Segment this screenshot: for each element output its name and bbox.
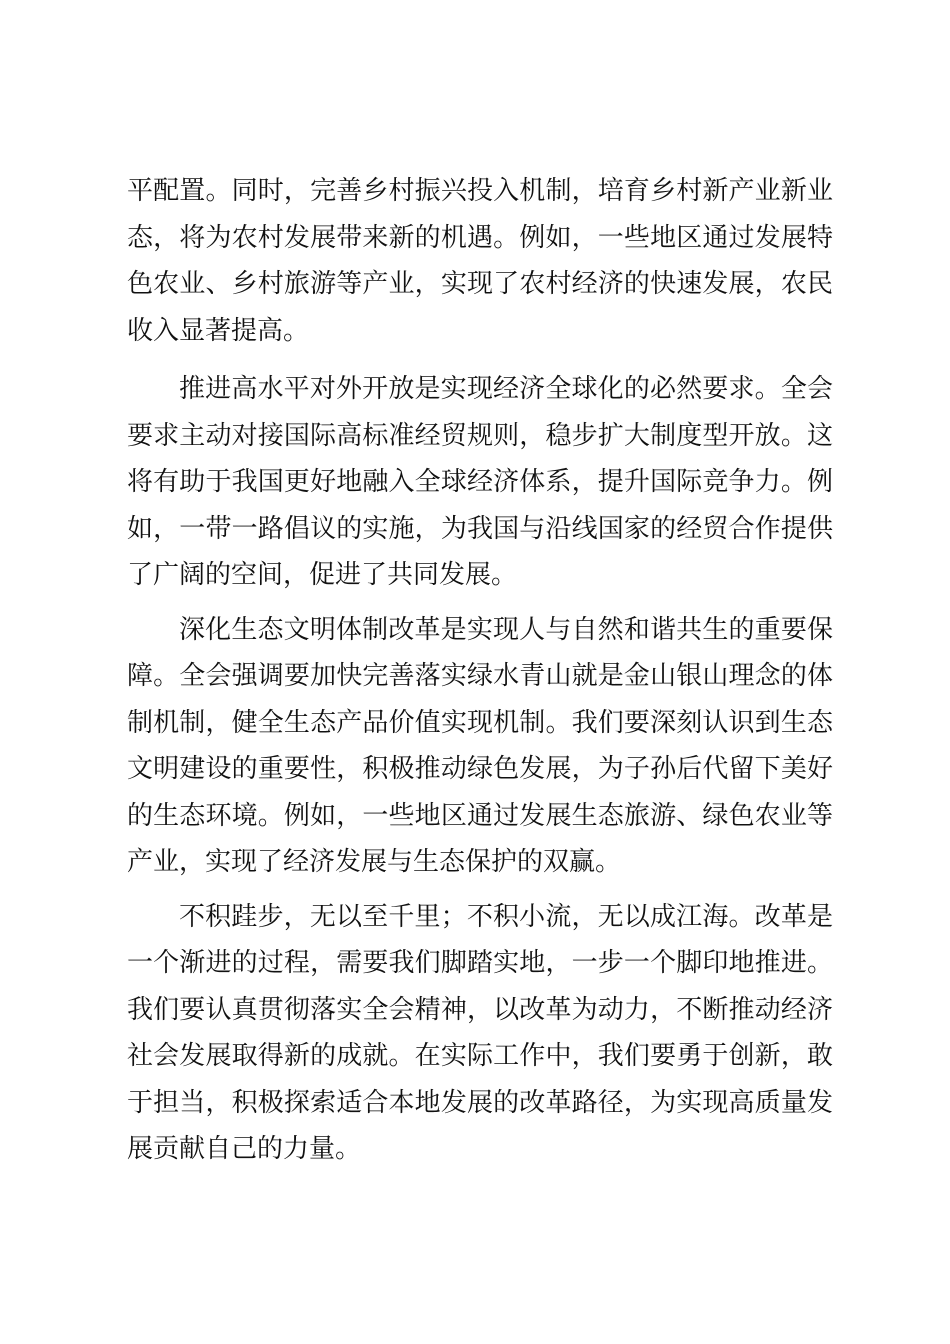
- paragraph-conclusion: 不积跬步，无以至千里；不积小流，无以成江海。改革是一个渐进的过程，需要我们脚踏实地，一步一个脚印地推进。我们要认真贯彻落实全会精神，以改革为动力，不断推动经济社会发展取得新的成就。在实际工作中，我们要勇于创新，敢于担当，积极探索适合本地发展的改革路径，为实现高质量发展贡献自己的力量。: [127, 901, 833, 1164]
- document-body: [127, 168, 833, 1173]
- paragraph-opening-up: 推进高水平对外开放是实现经济全球化的必然要求。全会要求主动对接国际高标准经贸规则，稳步扩大制度型开放。这将有助于我国更好地融入全球经济体系，提升国际竞争力。例如，一带一路倡议的实施，为我国与沿线国家的经贸合作提供了广阔的空间，促进了共同发展。: [127, 374, 833, 590]
- paragraph-continuation: 平配置。同时，完善乡村振兴投入机制，培育乡村新产业新业态，将为农村发展带来新的机遇。例如，一些地区通过发展特色农业、乡村旅游等产业，实现了农村经济的快速发展，农民收入显著提高。: [127, 176, 833, 346]
- paragraph-ecological-civilization: 深化生态文明体制改革是实现人与自然和谐共生的重要保障。全会强调要加快完善落实绿水青山就是金山银山理念的体制机制，健全生态产品价值实现机制。我们要深刻认识到生态文明建设的重要性，积极推动绿色发展，为子孙后代留下美好的生态环境。例如，一些地区通过发展生态旅游、绿色农业等产业，实现了经济发展与生态保护的双赢。: [127, 614, 833, 877]
